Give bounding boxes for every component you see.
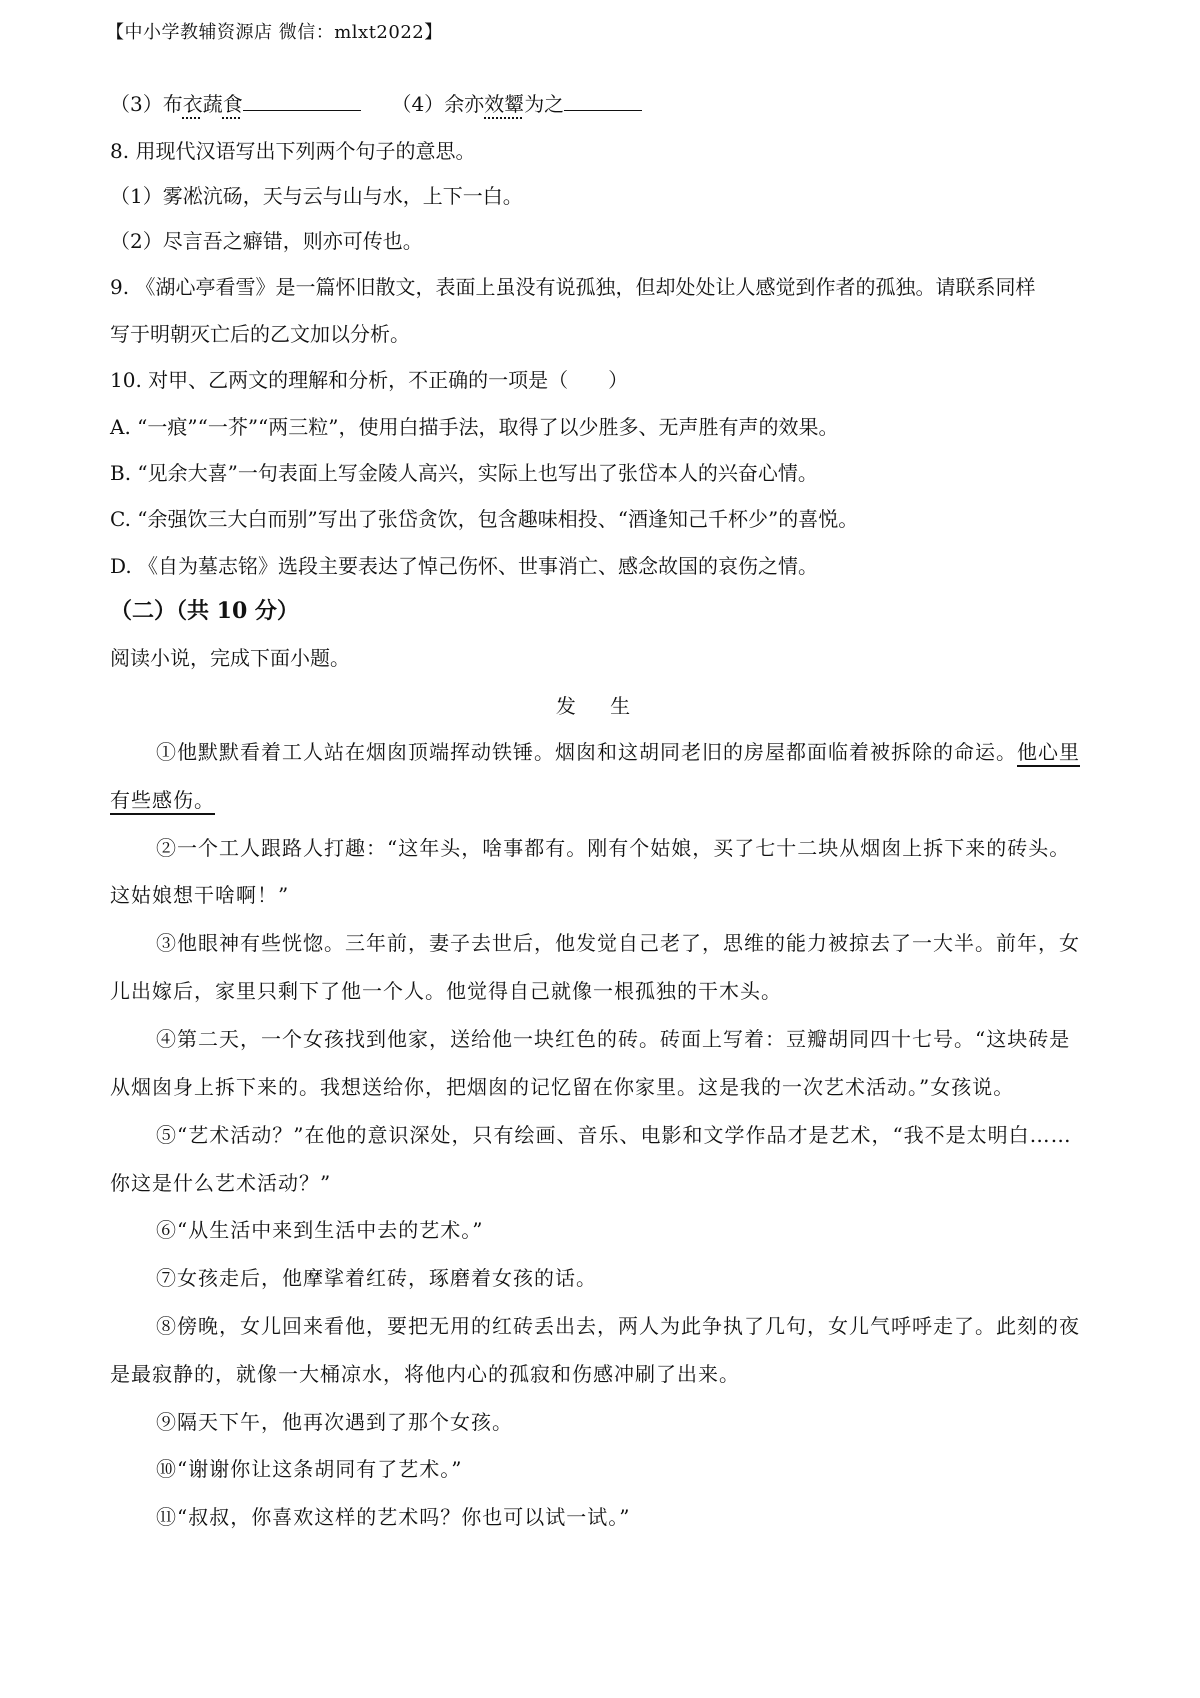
story-p4-cont: 从烟囱身上拆下来的。我想送给你，把烟囱的记忆留在你家里。这是我的一次艺术活动。”女孩说。 [110, 1075, 1015, 1099]
q9-line-1: 9. 《湖心亭看雪》是一篇怀旧散文，表面上虽没有说孤独，但却处处让人感觉到作者的孤独。请联系同样 [110, 275, 1036, 299]
q7-item4-text-b: 为之 [524, 92, 565, 116]
q7-item4-label: （4） [391, 92, 445, 116]
story-p3-cont: 儿出嫁后，家里只剩下了他一个人。他觉得自己就像一根孤独的干木头。 [110, 979, 782, 1003]
q8-sentence-1: （1）雾凇沆砀，天与云与山与水，上下一白。 [110, 184, 523, 208]
q7-item3-text-a: 布 [162, 92, 183, 116]
story-p8: ⑧傍晚，女儿回来看他，要把无用的红砖丢出去，两人为此争执了几句，女儿气呼呼走了。此刻的夜 [156, 1314, 1080, 1338]
q9-line-2: 写于明朝灭亡后的乙文加以分析。 [110, 322, 410, 346]
story-p7: ⑦女孩走后，他摩挲着红砖，琢磨着女孩的话。 [156, 1266, 597, 1290]
q7-item3-answer-blank[interactable] [243, 88, 361, 111]
story-p5: ⑤“艺术活动？”在他的意识深处，只有绘画、音乐、电影和文学作品才是艺术，“我不是太明白…… [156, 1123, 1072, 1147]
story-p3: ③他眼神有些恍惚。三年前，妻子去世后，他发觉自己老了，思维的能力被掠去了一大半。前年，女 [156, 931, 1080, 955]
q7-item3-text-b: 蔬 [202, 92, 223, 116]
story-p2-cont: 这姑娘想干啥啊！” [110, 883, 290, 907]
page-header: 【中小学教辅资源店 微信：mlxt2022】 [106, 22, 443, 43]
q7-item3-dotted-a: 衣 [182, 92, 203, 116]
story-p1-underlined-cont: 有些感伤。 [110, 788, 215, 812]
q10-stem: 10. 对甲、乙两文的理解和分析，不正确的一项是（ ） [110, 368, 629, 392]
story-p10: ⑩“谢谢你让这条胡同有了艺术。” [156, 1457, 463, 1481]
q7-item4-dotted: 效颦 [484, 92, 525, 116]
q8-sentence-2: （2）尽言吾之癖错，则亦可传也。 [110, 229, 423, 253]
story-p8-cont: 是最寂静的，就像一大桶凉水，将他内心的孤寂和伤感冲刷了出来。 [110, 1362, 740, 1386]
q10-option-a[interactable]: A. “一痕”“一芥”“两三粒”，使用白描手法，取得了以少胜多、无声胜有声的效果。 [110, 415, 839, 439]
q7-item4-text-a: 余亦 [444, 92, 485, 116]
story-p5-cont: 你这是什么艺术活动？” [110, 1171, 332, 1195]
story-p1-text: ①他默默看着工人站在烟囱顶端挥动铁锤。烟囱和这胡同老旧的房屋都面临着被拆除的命运。 [156, 740, 1017, 764]
story-title: 发 生 [555, 694, 645, 718]
story-p2: ②一个工人跟路人打趣：“这年头，啥事都有。刚有个姑娘，买了七十二块从烟囱上拆下来的砖头。 [156, 836, 1071, 860]
story-p6: ⑥“从生活中来到生活中去的艺术。” [156, 1218, 484, 1242]
story-p1 [156, 737, 1100, 767]
q7-item3-dotted-b: 食 [222, 92, 243, 116]
q10-option-b[interactable]: B. “见余大喜”一句表面上写金陵人高兴，实际上也写出了张岱本人的兴奋心情。 [110, 461, 818, 485]
q7-items [110, 88, 1100, 119]
q10-option-d[interactable]: D. 《自为墓志铭》选段主要表达了悼己伤怀、世事消亡、感念故国的哀伤之情。 [110, 554, 819, 578]
q7-item4-answer-blank[interactable] [564, 88, 642, 111]
story-p11: ⑪“叔叔，你喜欢这样的艺术吗？你也可以试一试。” [156, 1505, 631, 1529]
q10-option-c[interactable]: C. “余强饮三大白而别”写出了张岱贪饮，包含趣味相投、“酒逢知己千杯少”的喜悦。 [110, 507, 859, 531]
q8-stem: 8. 用现代汉语写出下列两个句子的意思。 [110, 139, 476, 163]
story-p1-cont [110, 785, 1100, 815]
story-p4: ④第二天，一个女孩找到他家，送给他一块红色的砖。砖面上写着：豆瓣胡同四十七号。“这块砖是 [156, 1027, 1071, 1051]
section-2-title: （二）（共 10 分） [110, 598, 299, 624]
story-p1-underlined: 他心里 [1017, 740, 1080, 764]
section-2-instruction: 阅读小说，完成下面小题。 [110, 646, 350, 670]
q7-item3-label: （3） [110, 92, 163, 116]
story-p9: ⑨隔天下午，他再次遇到了那个女孩。 [156, 1410, 513, 1434]
